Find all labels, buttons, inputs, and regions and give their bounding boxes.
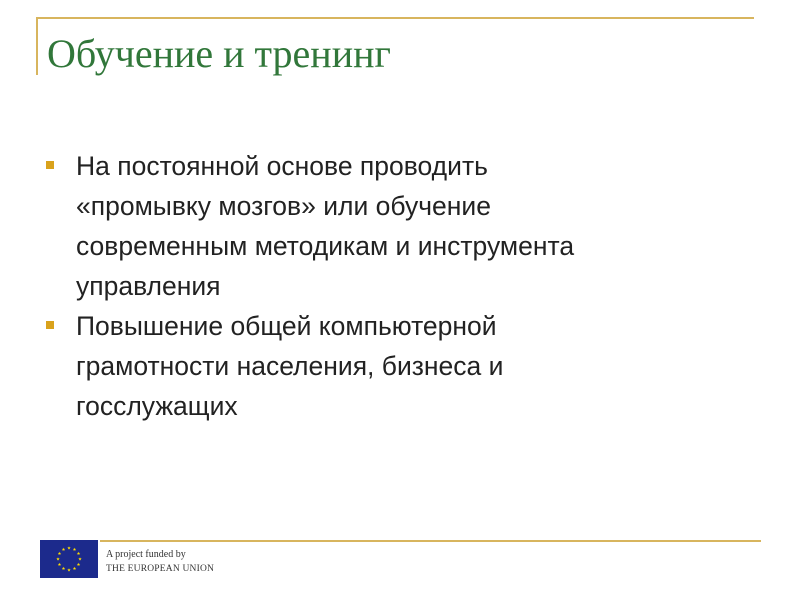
- title-left-rule: [36, 17, 38, 75]
- bullet-square-icon: [46, 321, 54, 329]
- footer-credit: [106, 548, 214, 576]
- bullet-line: госслужащих: [76, 391, 238, 421]
- bullet-item: [46, 146, 746, 306]
- bullet-square-icon: [46, 161, 54, 169]
- eu-flag-icon: [40, 540, 98, 578]
- bullet-line: современным методикам и инструмента: [76, 231, 575, 261]
- footer-rule: [100, 540, 761, 542]
- bullet-line: Повышение общей компьютерной: [76, 311, 497, 341]
- bullet-list: [46, 146, 746, 426]
- bullet-line: «промывку мозгов» или обучение: [76, 191, 491, 221]
- bullet-item: [46, 306, 746, 426]
- bullet-line: На постоянной основе проводить: [76, 151, 488, 181]
- eu-flag-graphic: [40, 540, 98, 578]
- footer-funded-by: A project funded by: [106, 549, 186, 560]
- bullet-line: управления: [76, 271, 221, 301]
- bullet-line: грамотности населения, бизнеса и: [76, 351, 504, 381]
- slide-title: Обучение и тренинг: [47, 31, 391, 76]
- footer-eu-name: THE EUROPEAN UNION: [106, 564, 215, 574]
- title-top-rule: [36, 17, 754, 19]
